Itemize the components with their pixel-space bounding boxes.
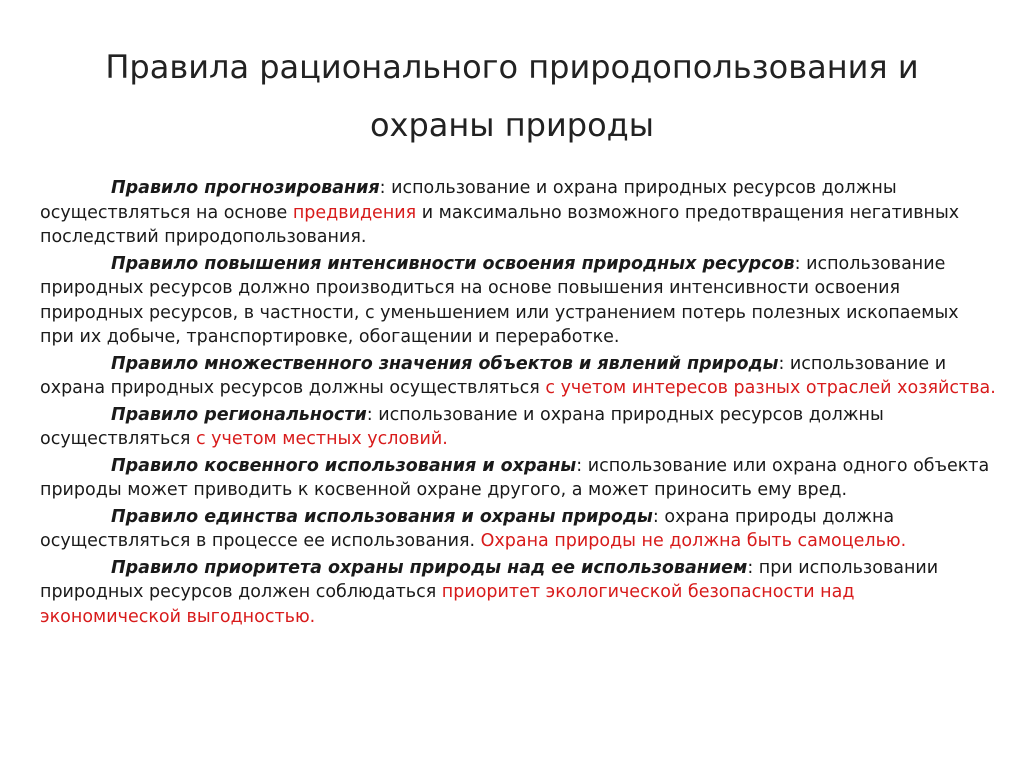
rule-forecasting xyxy=(40,176,996,250)
rule-text: использование и охрана природных ресурсов должны осуществляться на основе xyxy=(40,178,897,223)
rule-separator: : xyxy=(576,455,588,476)
rule-separator: : xyxy=(794,253,807,274)
rule-unity xyxy=(40,505,996,554)
rule-name: Правило региональности xyxy=(111,404,367,425)
rule-name: Правило косвенного использования и охраны xyxy=(111,455,577,476)
rule-highlight: с учетом интересов разных отраслей хозяйства. xyxy=(545,378,996,398)
title-line-1: Правила рационального природопользования и xyxy=(105,48,919,86)
rule-text-end: и максимально возможного предотвращения негативных последствий природопользования. xyxy=(40,202,960,247)
rule-highlight: предвидения xyxy=(292,202,417,223)
rule-name: Правило приоритета охраны природы над ее использованием xyxy=(111,557,748,578)
rule-name: Правило прогнозирования xyxy=(111,178,380,198)
rule-name: Правило множественного значения объектов и явлений природы xyxy=(111,353,779,374)
rule-highlight: с учетом местных условий. xyxy=(196,429,448,449)
rule-separator: : xyxy=(652,506,665,527)
rule-separator: : xyxy=(778,353,790,374)
rule-multiple-value xyxy=(40,352,996,401)
rule-text: охрана природы должна осуществляться в процессе ее использования. xyxy=(40,506,895,551)
rule-name: Правило единства использования и охраны природы xyxy=(111,506,653,527)
rule-name: Правило повышения интенсивности освоения природных ресурсов xyxy=(111,253,795,274)
rules-list xyxy=(40,176,996,631)
rule-regionality xyxy=(40,403,996,452)
rule-highlight: Охрана природы не должна быть самоцелью. xyxy=(480,531,907,551)
rule-separator: : xyxy=(379,178,392,198)
rule-text: использование и охрана природных ресурсов должны осуществляться xyxy=(40,353,947,398)
rule-text: использование природных ресурсов должно производиться на основе повышения интенсивности освоения природных ресурсов, в частности, с уменьшением или устранением потерь полезных ископаемых при их добыче, транспортировке, обогащении и переработке. xyxy=(40,253,959,347)
rule-intensity xyxy=(40,252,996,350)
rule-highlight: приоритет экологической безопасности над экономической выгодностью. xyxy=(40,582,855,627)
rule-indirect xyxy=(40,454,996,503)
title-line-2: охраны природы xyxy=(369,106,655,144)
rule-priority xyxy=(40,556,996,630)
rule-text: при использовании природных ресурсов должен соблюдаться xyxy=(40,557,939,602)
slide-title xyxy=(40,38,984,154)
rule-separator: : xyxy=(747,557,759,578)
rule-text: использование и охрана природных ресурсов должны осуществляться xyxy=(40,404,884,449)
rule-text: использование или охрана одного объекта природы может приводить к косвенной охране другого, а может приносить ему вред. xyxy=(40,455,990,500)
rule-separator: : xyxy=(366,404,379,425)
